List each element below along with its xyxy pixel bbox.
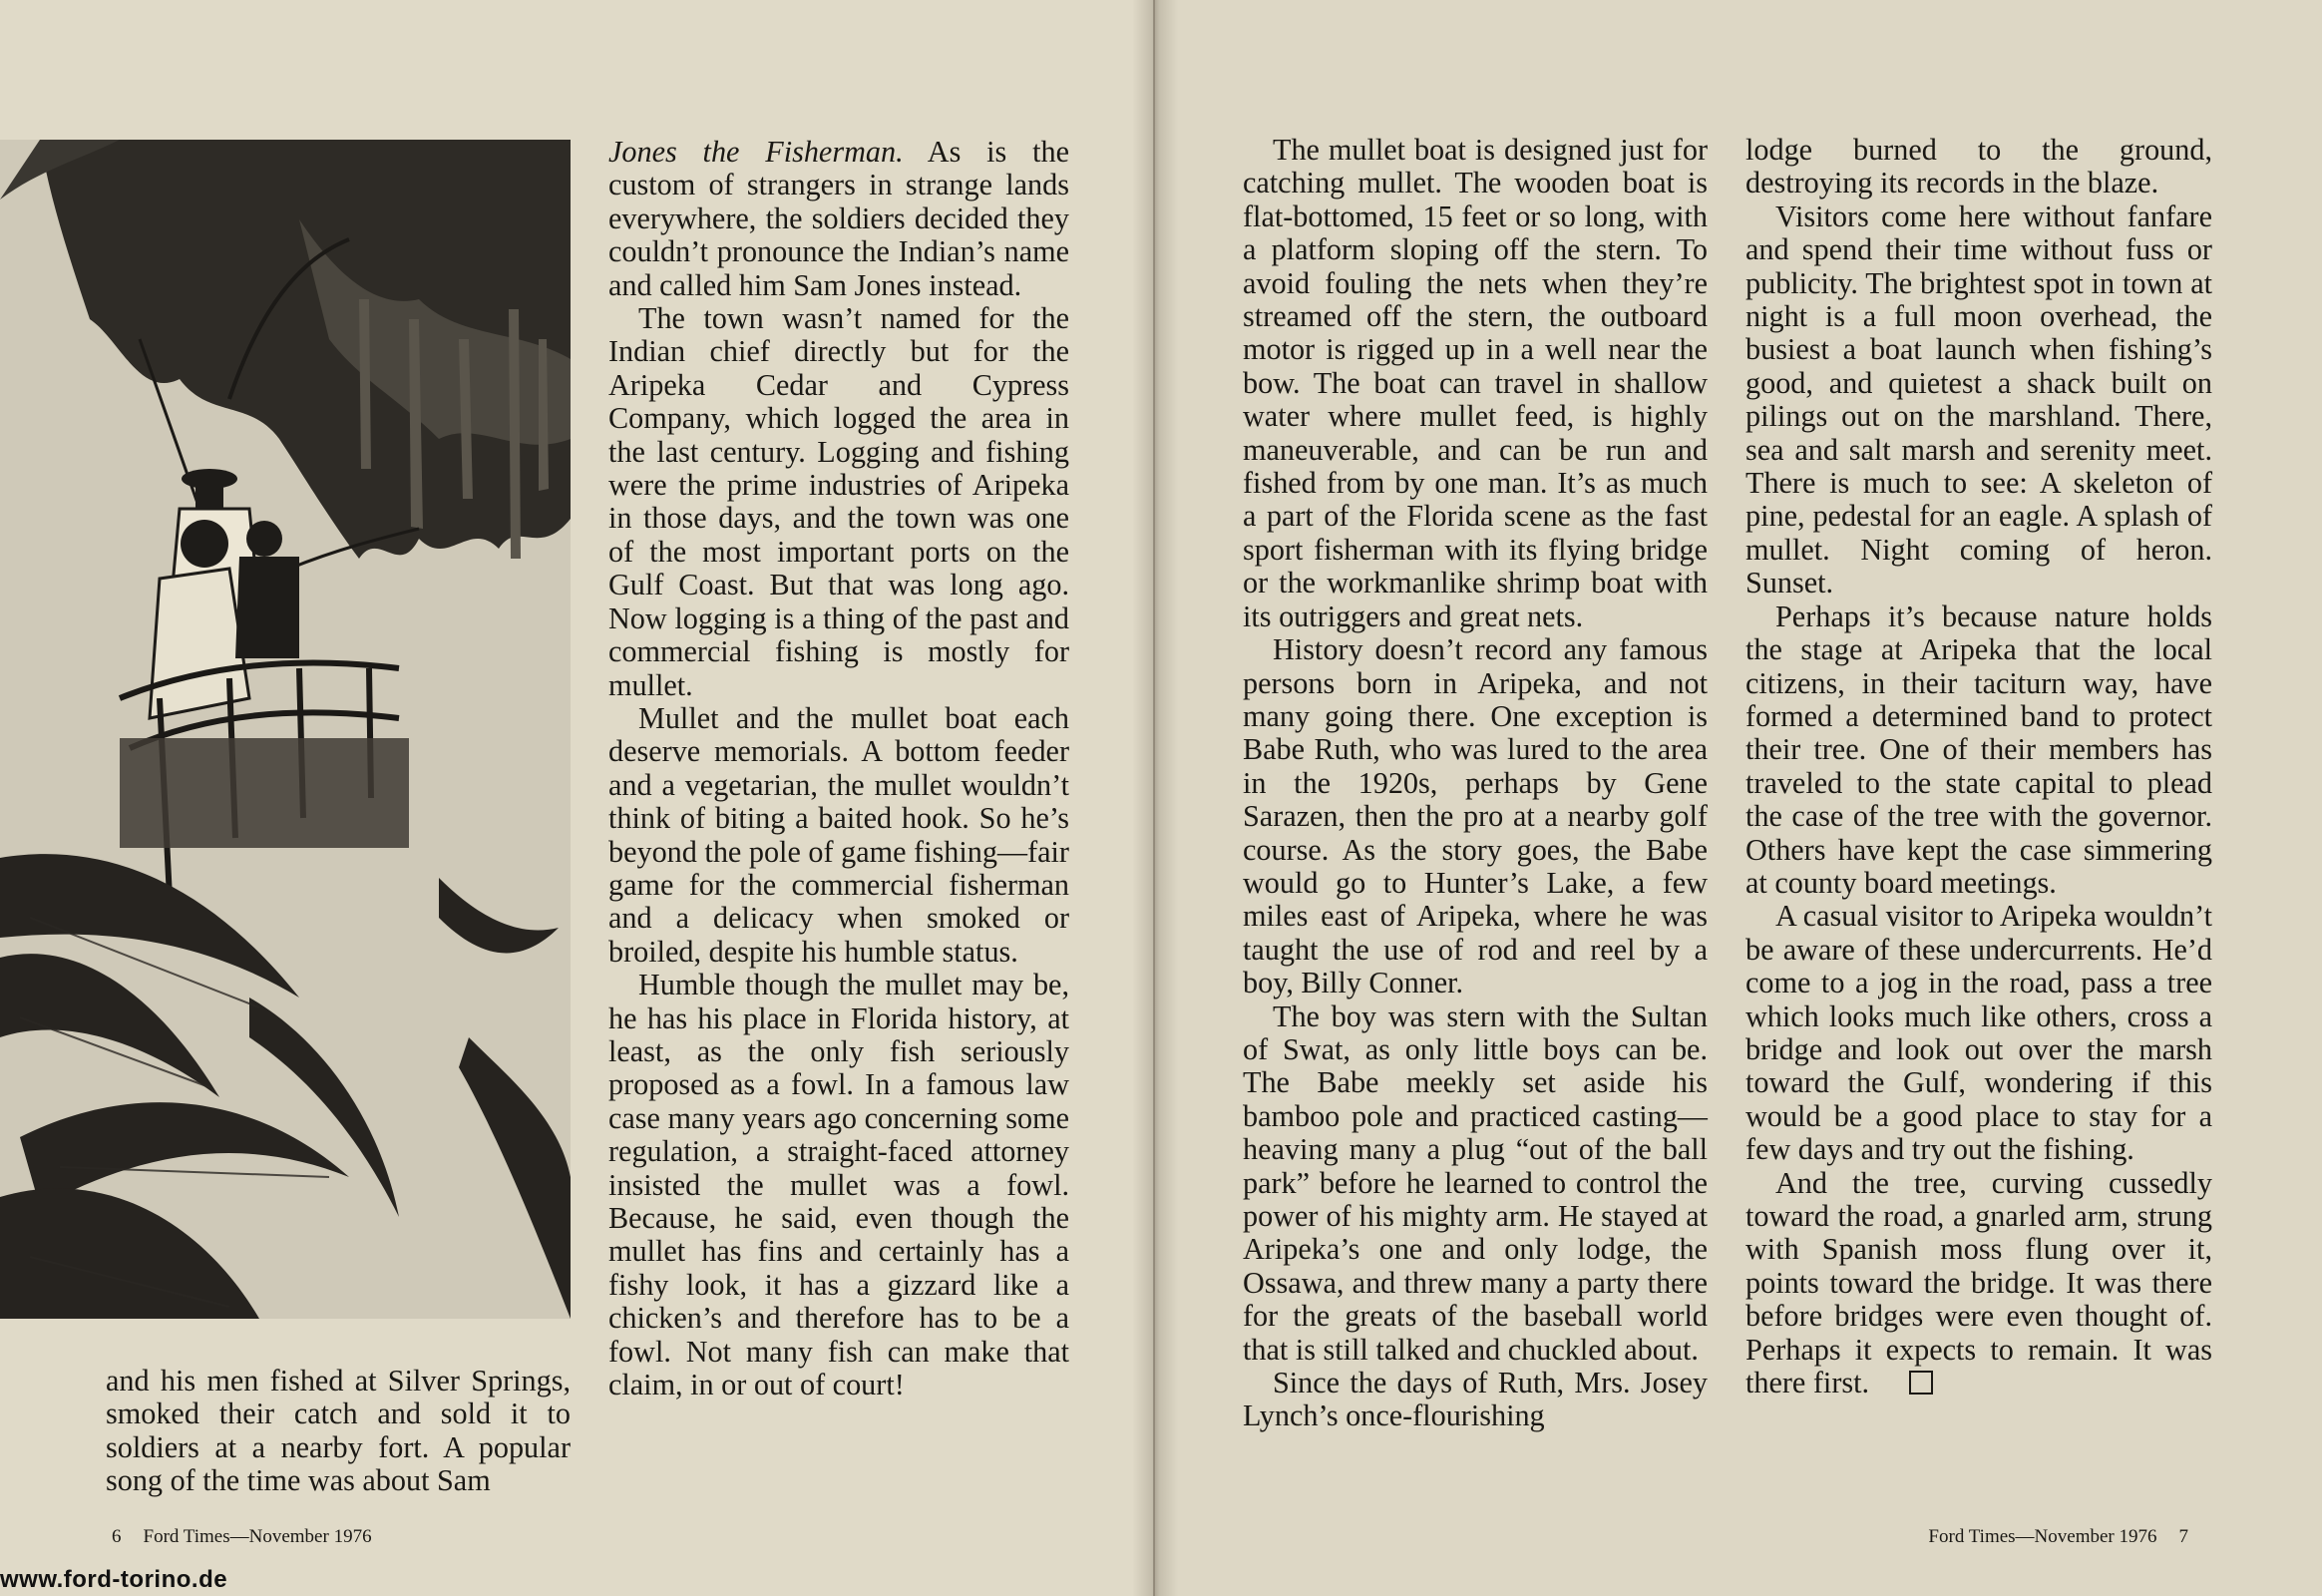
page-number: 6 bbox=[112, 1526, 122, 1547]
folio-text: Ford Times—November 1976 bbox=[143, 1526, 372, 1547]
right-column-left bbox=[1243, 134, 1708, 1433]
paragraph: lodge burned to the ground, destroying its records in the blaze. bbox=[1745, 133, 2212, 200]
illustration-drawing bbox=[0, 140, 571, 1319]
paragraph bbox=[608, 136, 1069, 302]
paragraph: The mullet boat is designed just for catching mullet. The wooden boat is flat-bottomed, 15 feet or so long, with a platform sloping off the stern. To avoid fouling the nets when they’re streamed off the stern, the outboard motor is rigged up in a well near the bow. The boat can travel in shallow water where mullet feed, is highly maneuverable, and can be run and fished from by one man. It’s as much a part of the Florida scene as the fast sport fisherman with its flying bridge or the workmanlike shrimp boat with its outriggers and great nets. bbox=[1243, 133, 1708, 633]
folio-text: Ford Times—November 1976 bbox=[1928, 1526, 2157, 1547]
gutter-fold bbox=[1153, 0, 1155, 1596]
left-folio bbox=[90, 1526, 372, 1548]
paragraph bbox=[1745, 1167, 2212, 1400]
left-page bbox=[0, 0, 1155, 1596]
paragraph: The boy was stern with the Sultan of Swat, as only little boys can be. The Babe meekly set aside his bamboo pole and practiced casting—heaving many a plug “out of the ball park” before he learned to control the power of his mighty arm. He stayed at Aripeka’s one and only lodge, the Ossawa, and threw many a party there for the greats of the baseball world that is still talked and chuckled about. bbox=[1243, 998, 1708, 1367]
book-gutter bbox=[1132, 0, 1178, 1596]
paragraph: and his men fished at Silver Springs, smoked their catch and sold it to soldiers at a nearby fort. A popular song of the time was about Sam bbox=[106, 1364, 571, 1498]
paragraph: Visitors come here without fanfare and spend their time without fuss or publicity. The brightest spot in town at night is a full moon overhead, the busiest a boat launch when fishing’s good, and quietest a shack built on pilings out on the marshland. There, sea and salt marsh and serenity meet. There is much to see: A skeleton of pine, pedestal for an eagle. A splash of mullet. Night coming of heron. Sunset. bbox=[1745, 199, 2212, 600]
paragraph: Mullet and the mullet boat each deserve memorials. A bottom feeder and a vegetarian, the mullet wouldn’t think of biting a baited hook. So he’s beyond the pole of game fishing—fair game for the commercial fisherman and a delicacy when smoked or broiled, despite his humble status. bbox=[608, 700, 1069, 969]
paragraph-text: And the tree, curving cussedly toward the road, a gnarled arm, strung with Spanish moss flung over it, points toward the bridge. It was there before bridges were even thought of. Perhaps it expects to remain. It was there first. bbox=[1745, 1165, 2212, 1400]
song-title: Jones the Fisherman. bbox=[608, 135, 904, 169]
end-of-article-icon bbox=[1909, 1371, 1933, 1395]
right-folio bbox=[1928, 1526, 2210, 1548]
paragraph: Perhaps it’s because nature holds the stage at Aripeka that the local citizens, in their taciturn way, have formed a determined band to protect their tree. One of their members has traveled to the state capital to plead the case of the tree with the governor. Others have kept the case simmering at county board meetings. bbox=[1745, 598, 2212, 900]
paragraph: A casual visitor to Aripeka wouldn’t be aware of these undercurrents. He’d come to a jog in the road, pass a tree which looks much like others, cross a bridge and look out over the marsh toward the Gulf, wondering if this would be a good place to stay for a few days and try out the fishing. bbox=[1745, 899, 2212, 1167]
paragraph: History doesn’t record any famous persons born in Aripeka, and not many going there. One exception is Babe Ruth, who was lured to the area in the 1920s, perhaps by Gene Sarazen, then the pro at a nearby golf course. As the story goes, the Babe would go to Hunter’s Lake, a few miles east of Aripeka, where he was taught the use of rod and reel by a boy, Billy Conner. bbox=[1243, 632, 1708, 1000]
paragraph: Humble though the mullet may be, he has his place in Florida history, at least, as the only fish seriously proposed as a fowl. In a famous law case many years ago concerning some regulation, a straight-faced attorney insisted the mullet was a fowl. Because, he said, even though the mullet has fins and certainly has a fishy look, it has a gizzard like a chicken’s and therefore has to be a fowl. Not many fish can make that claim, in or out of court! bbox=[608, 968, 1069, 1402]
right-column-right bbox=[1745, 134, 2212, 1399]
left-column-text bbox=[608, 136, 1069, 1401]
paragraph-text: As is the custom of strangers in strange lands everywhere, the soldiers decided they couldn’t pronounce the Indian’s name and called him Sam Jones instead. bbox=[608, 135, 1069, 302]
watermark: www.ford-torino.de bbox=[0, 1566, 228, 1593]
paragraph: The town wasn’t named for the Indian chief directly but for the Aripeka Cedar and Cypress Company, which logged the area in the last century. Logging and fishing were the prime industries of Aripeka in those days, and the town was one of the most important ports on the Gulf Coast. But that was long ago. Now logging is a thing of the past and commercial fishing is mostly for mullet. bbox=[608, 301, 1069, 702]
page-number: 7 bbox=[2178, 1526, 2188, 1547]
paragraph: Since the days of Ruth, Mrs. Josey Lynch’s once-flourishing bbox=[1243, 1366, 1708, 1433]
fishing-illustration bbox=[0, 140, 571, 1319]
left-column-bottom bbox=[106, 1365, 571, 1498]
